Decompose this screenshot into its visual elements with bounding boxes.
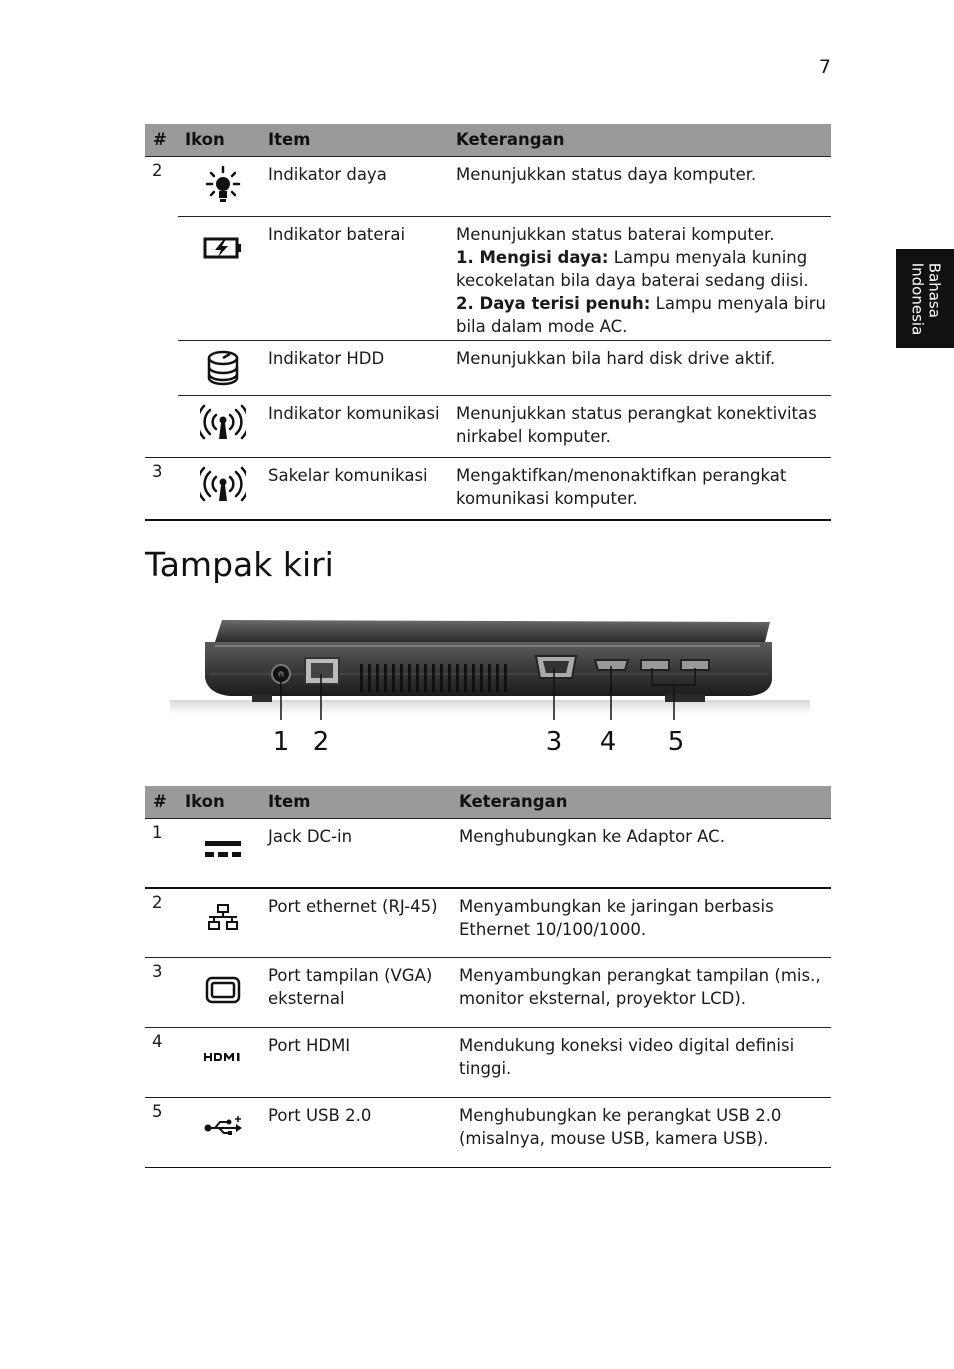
table-row <box>145 341 831 396</box>
callout-3: 3 <box>545 727 563 757</box>
row-number: 1 <box>145 819 178 888</box>
row-description: Menunjukkan status baterai komputer. <box>456 225 775 244</box>
table-row <box>145 396 831 458</box>
row-description: Menghubungkan ke perangkat USB 2.0 (misalnya, mouse USB, kamera USB). <box>459 1098 831 1168</box>
row-number <box>145 341 178 396</box>
header-number: # <box>145 124 178 157</box>
header-item: Item <box>268 786 459 819</box>
table-row <box>145 819 831 888</box>
charging-text: Lampu menyala kuning kecokelatan bila daya baterai sedang diisi. <box>456 248 809 290</box>
language-tab <box>896 249 954 348</box>
dc-in-icon <box>204 839 242 861</box>
row-description: Mengaktifkan/menonaktifkan perangkat komunikasi komputer. <box>456 458 831 520</box>
section-title: Tampak kiri <box>145 545 334 584</box>
row-number: 5 <box>145 1098 178 1168</box>
row-number <box>145 217 178 341</box>
row-number: 3 <box>145 958 178 1028</box>
table-header-row <box>145 124 831 157</box>
row-sub-description <box>456 292 827 338</box>
row-sub-description <box>456 246 827 292</box>
callout-4: 4 <box>599 727 617 757</box>
charging-label: 1. Mengisi daya: <box>456 248 609 267</box>
row-description: Mendukung koneksi video digital definisi tinggi. <box>459 1028 831 1098</box>
row-item: Port HDMI <box>268 1028 459 1098</box>
table-row <box>145 157 831 217</box>
table-row <box>145 1028 831 1098</box>
hdmi-icon <box>203 1052 243 1062</box>
table-row <box>145 458 831 520</box>
power-light-icon <box>205 165 241 205</box>
row-item: Sakelar komunikasi <box>268 458 456 520</box>
row-description: Menunjukkan bila hard disk drive aktif. <box>456 341 831 396</box>
usb-icon <box>203 1114 243 1138</box>
full-charge-text: Lampu menyala biru bila dalam mode AC. <box>456 294 826 336</box>
laptop-left-side-illustration <box>160 612 820 762</box>
row-item: Indikator baterai <box>268 217 456 341</box>
row-number: 2 <box>145 157 178 217</box>
row-description: Menunjukkan status perangkat konektivitas nirkabel komputer. <box>456 396 831 458</box>
ethernet-icon <box>206 903 240 933</box>
table-row <box>145 888 831 958</box>
row-item: Indikator komunikasi <box>268 396 456 458</box>
header-description: Keterangan <box>456 124 831 157</box>
wireless-icon <box>200 466 246 504</box>
row-item: Port ethernet (RJ-45) <box>268 888 459 958</box>
row-description: Menunjukkan status daya komputer. <box>456 157 831 217</box>
row-description: Menyambungkan ke jaringan berbasis Ethernet 10/100/1000. <box>459 888 831 958</box>
header-icon: Ikon <box>178 124 268 157</box>
language-tab-line1: Bahasa <box>925 262 944 318</box>
row-item: Jack DC-in <box>268 819 459 888</box>
battery-charge-icon <box>203 235 243 261</box>
row-description: Menghubungkan ke Adaptor AC. <box>459 819 831 888</box>
row-number: 2 <box>145 888 178 958</box>
full-charge-label: 2. Daya terisi penuh: <box>456 294 651 313</box>
header-item: Item <box>268 124 456 157</box>
hdd-icon <box>206 349 240 389</box>
row-description: Menyambungkan perangkat tampilan (mis., monitor eksternal, proyektor LCD). <box>459 958 831 1028</box>
row-number: 4 <box>145 1028 178 1098</box>
callout-5: 5 <box>667 727 685 757</box>
language-tab-line2: Indonesia <box>908 262 927 335</box>
header-icon: Ikon <box>178 786 268 819</box>
table-header-row <box>145 786 831 819</box>
row-number <box>145 396 178 458</box>
table-row <box>145 1098 831 1168</box>
table-row <box>145 217 831 341</box>
page-number: 7 <box>818 56 831 78</box>
row-number: 3 <box>145 458 178 520</box>
row-item: Port USB 2.0 <box>268 1098 459 1168</box>
callout-1: 1 <box>272 727 290 757</box>
callout-2: 2 <box>312 727 330 757</box>
header-number: # <box>145 786 178 819</box>
table-row <box>145 958 831 1028</box>
left-side-ports-table <box>145 786 831 1168</box>
header-description: Keterangan <box>459 786 831 819</box>
row-item: Indikator daya <box>268 157 456 217</box>
vga-icon <box>205 976 241 1004</box>
indicator-table <box>145 124 831 521</box>
row-item: Indikator HDD <box>268 341 456 396</box>
wireless-icon <box>200 404 246 442</box>
row-item: Port tampilan (VGA) eksternal <box>268 958 459 1028</box>
